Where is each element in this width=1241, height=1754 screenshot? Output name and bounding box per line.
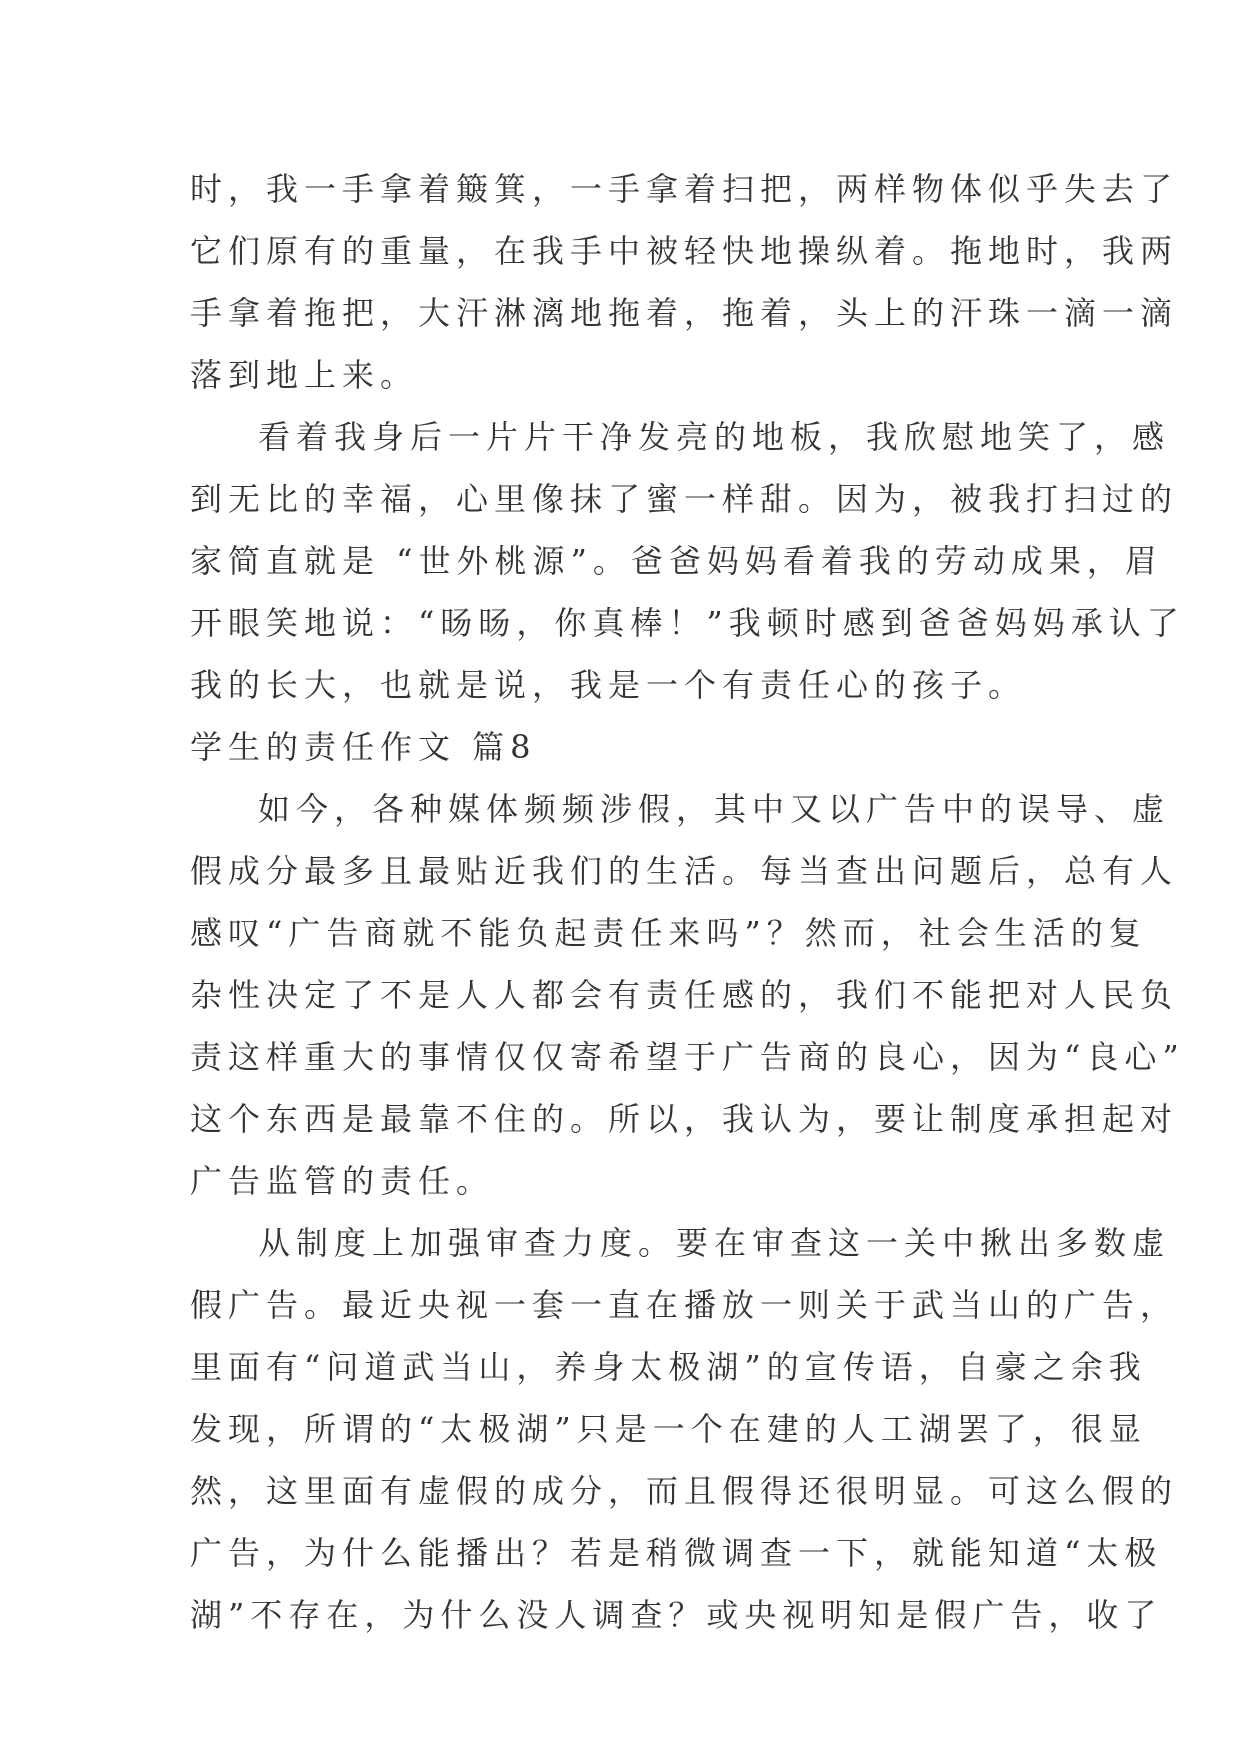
paragraph-line: 时，我一手拿着簸箕，一手拿着扫把，两样物体似乎失去了: [190, 170, 1179, 208]
document-body: [190, 158, 1185, 1646]
paragraph-line: 广告监管的责任。: [190, 1162, 495, 1200]
paragraph-line: 里面有“问道武当山，养身太极湖”的宣传语，自豪之余我: [190, 1348, 1147, 1386]
paragraph-line: 它们原有的重量，在我手中被轻快地操纵着。拖地时，我两: [190, 232, 1179, 270]
paragraph-line: 这个东西是最靠不住的。所以，我认为，要让制度承担起对: [190, 1100, 1179, 1138]
paragraph-line: 从制度上加强审查力度。要在审查这一关中揪出多数虚: [258, 1224, 1171, 1262]
paragraph-line: 家简直就是 “世外桃源”。爸爸妈妈看着我的劳动成果，眉: [190, 542, 1163, 580]
paragraph-line: 到无比的幸福，心里像抹了蜜一样甜。因为，被我打扫过的: [190, 480, 1179, 518]
paragraph-line: 如今，各种媒体频频涉假，其中又以广告中的误导、虚: [258, 790, 1171, 828]
paragraph-line: 杂性决定了不是人人都会有责任感的，我们不能把对人民负: [190, 976, 1179, 1014]
paragraph-line: 发现，所谓的“太极湖”只是一个在建的人工湖罢了，很显: [190, 1410, 1147, 1448]
paragraph-line: 假广告。最近央视一套一直在播放一则关于武当山的广告，: [190, 1286, 1179, 1324]
paragraph-line: 广告，为什么能播出？若是稍微调查一下，就能知道“太极: [190, 1534, 1163, 1572]
section-heading: 学生的责任作文 篇8: [190, 728, 537, 766]
paragraph-line: 然，这里面有虚假的成分，而且假得还很明显。可这么假的: [190, 1472, 1179, 1510]
paragraph-line: 看着我身后一片片干净发亮的地板，我欣慰地笑了，感: [258, 418, 1171, 456]
paragraph-line: 假成分最多且最贴近我们的生活。每当查出问题后，总有人: [190, 852, 1179, 890]
paragraph-line: 湖”不存在，为什么没人调查？或央视明知是假广告，收了: [190, 1596, 1163, 1634]
paragraph-line: 手拿着拖把，大汗淋漓地拖着，拖着，头上的汗珠一滴一滴: [190, 294, 1179, 332]
paragraph-line: 感叹“广告商就不能负起责任来吗”？然而，社会生活的复: [190, 914, 1147, 952]
paragraph-line: 责这样重大的事情仅仅寄希望于广告商的良心，因为“良心”: [190, 1038, 1185, 1076]
paragraph-line: 落到地上来。: [190, 356, 419, 394]
paragraph-line: 我的长大，也就是说，我是一个有责任心的孩子。: [190, 666, 1027, 704]
paragraph-line: 开眼笑地说：“旸旸，你真棒！”我顿时感到爸爸妈妈承认了: [190, 604, 1185, 642]
